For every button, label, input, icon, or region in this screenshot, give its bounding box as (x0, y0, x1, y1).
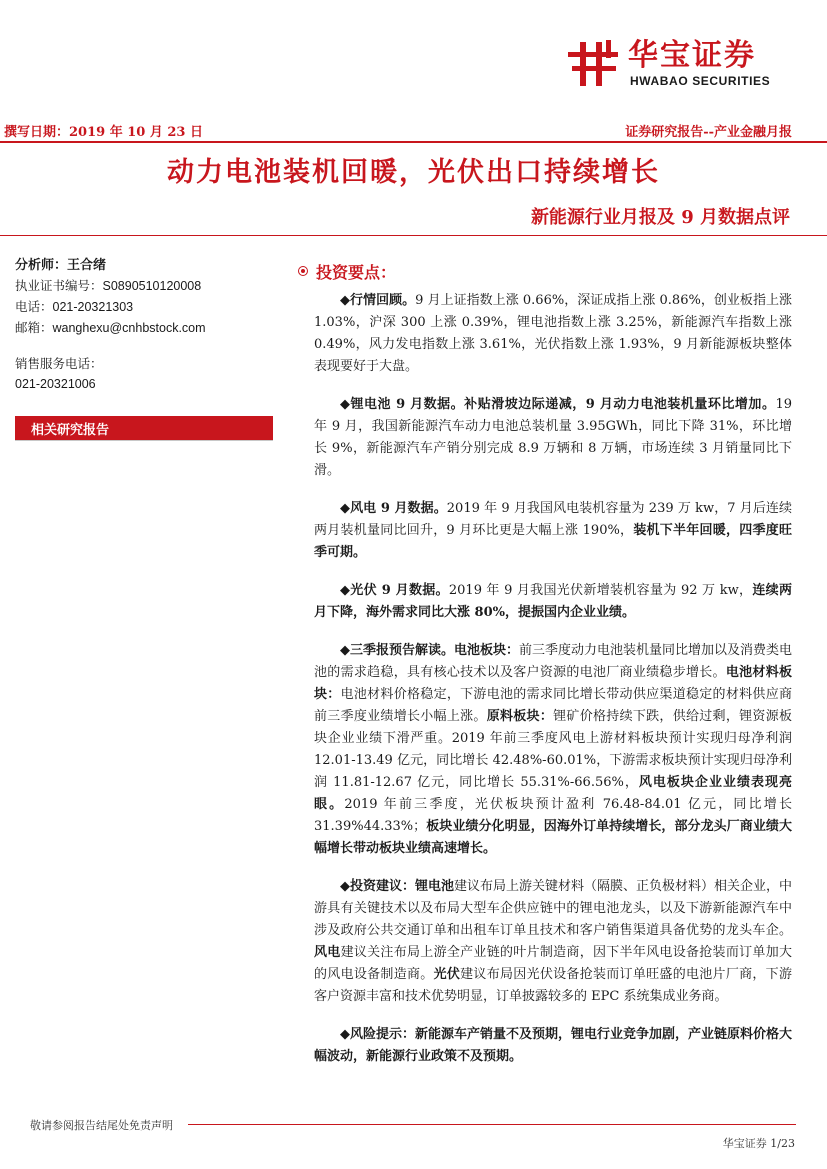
related-reports-bar (15, 416, 273, 440)
key-point-text: 电池材料价格稳定，下游电池的需求同比增长带动供应渠道稳定的材料供应商前三季度业绩增长小幅上涨。 (314, 687, 792, 724)
key-point-text: 9 月上证指数上涨 0.66%，深证成指上涨 0.86%，创业板指上涨 1.03%，沪深 300 上涨 0.39%，锂电池指数上涨 3.25%，新能源汽车指数上涨 0.49%，风力发电指数上涨 3.61%，光伏指数上涨 1.93%，9 月新能源板块整体表现要好于大盘。 (314, 293, 792, 374)
key-point-text: 建议布局因光伏设备抢装而订单旺盛的电池片厂商，下游客户资源丰富和技术优势明显，订单披露较多的 EPC 系统集成业务商。 (314, 967, 792, 1004)
key-points-body (314, 290, 792, 1084)
analyst-name: 分析师：王合绪 (15, 258, 107, 273)
key-point-text: 建议布局上游关键材料（隔膜、正负极材料）相关企业，中游具有关键技术以及布局大型车企供应链中的锂电池龙头，以及下游新能源汽车中涉及政府公共交通订单和出租车订单且技术和客户销售渠道具备优势的龙头车企。 (314, 879, 793, 938)
key-point-bold-text: ◆锂电池 9 月数据。补贴滑坡边际递减，9 月动力电池装机量环比增加。 (340, 397, 776, 412)
key-point-bold-text: ◆风电 9 月数据。 (340, 501, 447, 516)
report-subtitle: 新能源行业月报及 9 月数据点评 (530, 207, 790, 228)
footer-divider (188, 1124, 796, 1125)
report-title: 动力电池装机回暖，光伏出口持续增长 (167, 157, 660, 188)
subtitle-divider (0, 235, 827, 236)
sales-label: 销售服务电话： (15, 356, 103, 371)
footer-disclaimer: 敬请参阅报告结尾处免责声明 (30, 1119, 173, 1132)
key-point-bold-text: ◆三季报预告解读。电池板块： (340, 643, 519, 658)
sales-phone: 021-20321006 (15, 377, 96, 391)
key-point-paragraph (314, 498, 792, 564)
key-point-bold-text: 风电板块企业业绩表现亮眼。 (314, 775, 792, 812)
key-point-text: 19 年 9 月，我国新能源汽车动力电池总装机量 3.95GWh，同比下降 31%，环比增长 9%，新能源汽车产销分别完成 8.9 万辆和 8 万辆，市场连续 3 月销量同比下滑。 (314, 397, 792, 478)
key-point-text: 2019 年前三季度，光伏板块预计盈利 76.48-84.01 亿元，同比增长 31.39%44.33%； (314, 797, 792, 834)
key-point-bold-text: 光伏 (433, 967, 461, 982)
key-point-bold-text: ◆行情回顾。 (340, 293, 416, 308)
brand-name-cn: 华宝证券 (628, 38, 756, 73)
bullet-circle-icon (298, 266, 308, 276)
analyst-info (15, 255, 275, 395)
brand-name-en: HWABAO SECURITIES (630, 74, 771, 88)
key-point-text: 2019 年 9 月我国风电装机容量为 239 万 kw，7 月后连续两月装机量同比回升，9 月环比更是大幅上涨 190%， (314, 501, 792, 538)
key-point-text: 2019 年 9 月我国光伏新增装机容量为 92 万 kw， (448, 583, 753, 598)
key-point-paragraph (314, 394, 792, 482)
key-point-bold-text: 原料板块： (486, 709, 554, 724)
analyst-cert: 执业证书编号：S0890510120008 (15, 279, 202, 293)
key-point-bold-text: 板块业绩分化明显，因海外订单持续增长，部分龙头厂商业绩大幅增长带动板块业绩高速增长。 (314, 819, 792, 856)
key-point-paragraph (314, 290, 792, 378)
key-point-bold-text: 连续两月下降，海外需求同比大涨 80%，提振国内企业业绩。 (314, 583, 792, 620)
key-point-text: 锂矿价格持续下跌，供给过剩，锂资源板块企业业绩下滑严重。2019 年前三季度风电上游材料板块预计实现归母净利润 12.01-13.49 亿元，同比增长 42.48%-60.01%，下游需求板块预计实现归母净利润 11.81-12.67 亿元，同比增长 55.31%-66.56%， (314, 709, 792, 790)
hwabao-logo-icon (566, 38, 622, 88)
key-point-bold-text: 电池材料板块： (314, 665, 792, 702)
key-point-bold-text: 装机下半年回暖，四季度旺季可期。 (314, 523, 792, 560)
report-type: 证券研究报告--产业金融月报 (625, 125, 792, 140)
page-number: 华宝证券 1/23 (722, 1137, 795, 1150)
key-point-paragraph (314, 1024, 792, 1068)
key-point-text: 前三季度动力电池装机量同比增加以及消费类电池的需求趋稳，具有核心技术以及客户资源的电池厂商业绩稳步增长。 (314, 643, 793, 680)
header-divider (0, 141, 827, 143)
key-point-bold-text: ◆光伏 9 月数据。 (340, 583, 449, 598)
key-point-text: 建议关注布局上游全产业链的叶片制造商，因下半年风电设备抢装而订单加大的风电设备制造商。 (314, 945, 792, 982)
key-point-bold-text: ◆投资建议：锂电池 (340, 879, 454, 894)
key-point-paragraph (314, 876, 792, 1008)
key-point-paragraph (314, 640, 792, 860)
related-reports-label: 相关研究报告 (31, 423, 110, 438)
key-point-bold-text: 风电 (314, 945, 341, 960)
related-reports-divider (15, 440, 273, 441)
analyst-phone: 电话：021-20321303 (15, 300, 134, 314)
key-point-paragraph (314, 580, 792, 624)
analyst-email[interactable]: 邮箱：wanghexu@cnhbstock.com (15, 321, 206, 335)
key-point-bold-text: ◆风险提示：新能源车产销量不及预期，锂电行业竞争加剧，产业链原料价格大幅波动，新能源行业政策不及预期。 (314, 1027, 792, 1064)
section-title: 投资要点： (316, 263, 397, 282)
brand-logo (566, 38, 806, 90)
report-date: 撰写日期：2019 年 10 月 23 日 (4, 125, 203, 140)
